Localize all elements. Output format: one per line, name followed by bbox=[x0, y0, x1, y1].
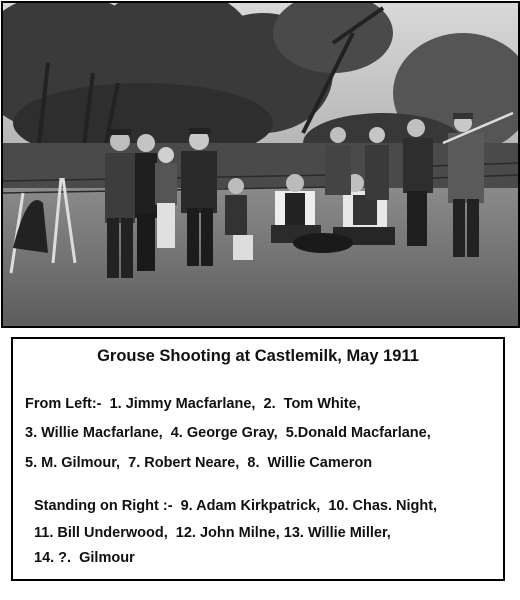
historic-photograph bbox=[1, 1, 520, 328]
photo-scene bbox=[3, 3, 518, 326]
caption-line-from-left: From Left:- 1. Jimmy Macfarlane, 2. Tom White, bbox=[25, 396, 361, 412]
caption-title: Grouse Shooting at Castlemilk, May 1911 bbox=[97, 347, 419, 365]
caption-line-standing-right: Standing on Right :- 9. Adam Kirkpatrick, 10. Chas. Night, bbox=[34, 498, 438, 514]
caption-line-name-14: 14. ?. Gilmour bbox=[34, 550, 135, 566]
caption-card bbox=[11, 337, 505, 581]
caption-line-names-5-8: 5. M. Gilmour, 7. Robert Neare, 8. Willie Cameron bbox=[25, 455, 373, 471]
caption-line-names-11-13: 11. Bill Underwood, 12. John Milne, 13. Willie Miller, bbox=[34, 525, 391, 541]
caption-line-names-3-5: 3. Willie Macfarlane, 4. George Gray, 5.Donald Macfarlane, bbox=[25, 425, 431, 441]
